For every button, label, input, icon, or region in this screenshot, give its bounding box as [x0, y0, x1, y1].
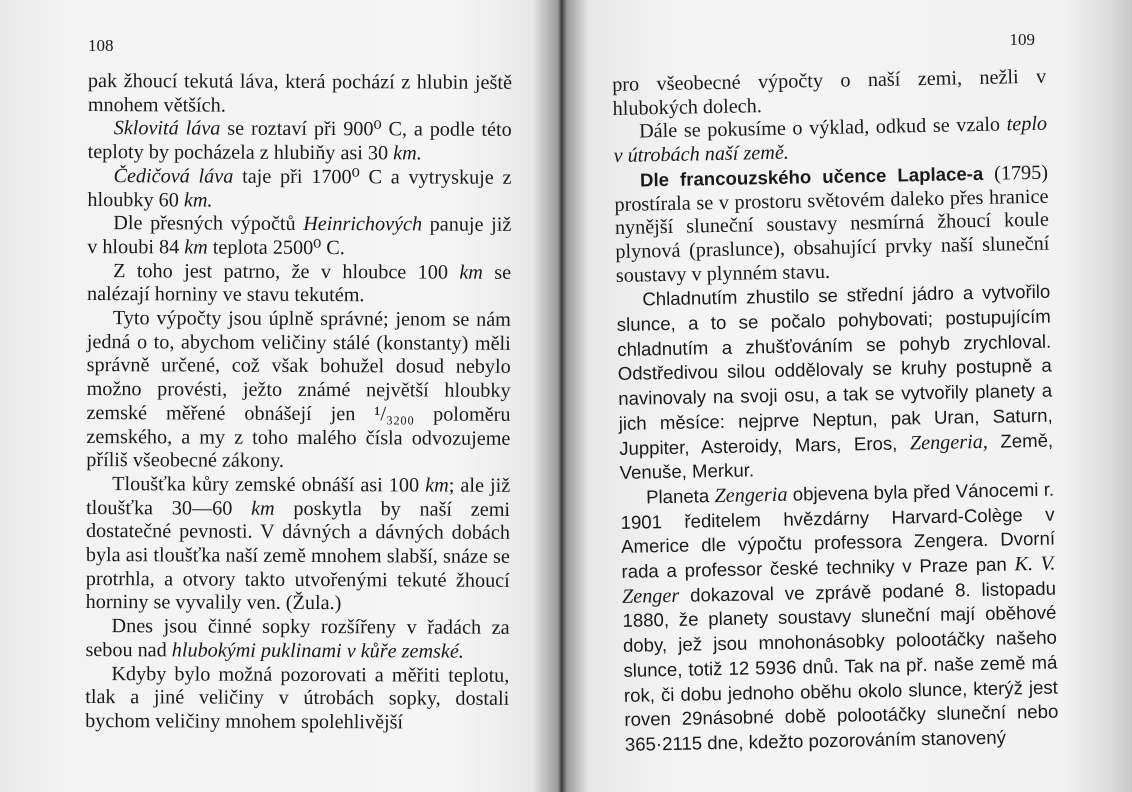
paragraph: [613, 113, 1048, 169]
text-run: Chladnutím zhustilo se střední jádro a vytvořilo slunce, a to se počalo pohybovati; postupujícím chladnutím a zhušťováním se pohyb zrychloval. Odstředivou silou oddělovaly se kruhy postupně a navinovaly na svoji osu, a tak se vytvořily planety a jich měsíce: nejprve Neptun, pak Uran, Saturn, Juppiter, Asteroidy, Mars, Eros,: [616, 280, 1053, 459]
paragraph: [88, 70, 512, 119]
text-run: Sklovitá láva: [113, 117, 221, 140]
text-run: Tyto výpočty jsou úplně správné; jenom se nám jedná o to, abychom veličiny stálé (konstanty) měli správně určené, což však bohužel dosud nebylo možno provésti, ježto známé největší hloubky zemské měřené obnášejí jen ¹/₃₂₀₀ poloměru zemského, a my z toho malého čísla odvozujeme příliš všeobecné zákony.: [86, 307, 511, 473]
text-run: pak žhoucí tekutá láva, která pochází z hlubin ještě mnohem větších.: [87, 70, 512, 117]
page-number: 109: [1009, 30, 1035, 49]
paragraph: [620, 478, 1059, 758]
paragraph: [86, 473, 511, 617]
text-run: Heinrichových: [303, 213, 423, 236]
paragraph: [87, 165, 511, 214]
text-run: km: [459, 261, 483, 284]
left-page: [0, 0, 560, 792]
text-run: teplo v útrobách naší země.: [613, 113, 1048, 168]
text-run: (1795) prostírala se v prostoru světovém daleko přes hranice nynější sluneční soustavy nesmírná žhoucí koule plynová (praslunce), obsahující prvky naší sluneční soustavy v plynném stavu.: [614, 161, 1050, 287]
text-run: Země, Venuše, Merkur.: [619, 429, 1054, 484]
text-run: ; ale již tloušťka 30—60: [86, 474, 511, 520]
paragraph: [85, 663, 509, 736]
text-run: km.: [393, 142, 422, 165]
page-text: [612, 66, 1059, 758]
text-run: Zengeria: [714, 483, 788, 508]
text-run: se roztaví při 900⁰ C, a podle této teploty by pocházela z hlubiňy asi 30: [87, 117, 512, 165]
text-run: Zengeria,: [909, 430, 989, 454]
text-run: Dle přesných výpočtů: [113, 212, 304, 236]
text-run: K. V. Zenger: [621, 552, 1056, 608]
text-run: Dle francouzského učence Laplace-a: [639, 162, 984, 191]
text-run: poskytla by naší zemi dostatečné pevnosti. V dávných a dávných dobách byla asi tloušťka naší země mnohem slabší, snáze se protrhla, a otvory takto utvořenými tekuté žhoucí horniny se vyvalily ven. (Žula.): [85, 497, 511, 615]
text-run: hlubokými puklinami v kůře zemské.: [171, 639, 464, 663]
text-run: Dále se pokusíme o výklad, odkud se vzalo: [638, 113, 1007, 143]
paragraph: [87, 212, 511, 261]
text-run: km.: [183, 188, 213, 212]
text-run: Kdyby bylo možná pozorovati a měřiti teplotu, tlak a jiné veličiny v útrobách sopky, dostali bychom veličiny mnohem spolehlivější: [85, 662, 510, 734]
text-run: se nalézají horniny ve stavu tekutém.: [86, 261, 512, 307]
text-run: objevena byla před Vánocemi r. 1901 ředitelem hvězdárny Harvard-Colège v Americe dle výpočtu professora Zengera. Dvorní rada a professor české techniky v Praze pan: [620, 478, 1056, 582]
text-run: Z toho jest patrno, že v hloubce 100: [113, 259, 460, 284]
text-run: km: [251, 497, 275, 520]
text-run: km: [425, 474, 449, 497]
text-run: Dnes jsou činné sopky rozšířeny v řadách za sebou nad: [85, 615, 510, 662]
paragraph: [86, 307, 511, 475]
paragraph: [87, 260, 511, 309]
text-run: taje při 1700⁰ C a vytryskuje z hloubky 60: [87, 165, 512, 211]
page-number: 108: [88, 36, 114, 55]
text-run: km: [184, 236, 208, 259]
paragraph: [88, 117, 512, 166]
paragraph: [612, 66, 1047, 122]
text-run: dokazoval ve zprávě podané 8. listopadu 1880, že planety soustavy sluneční mají oběhové doby, jež jsou mnohonásobky polootáčky našeho slunce, totiž 12 5936 dnů. Tak na př. naše země má rok, či dobu jednoho oběhu okolo slunce, kterýž jest roven 29násobné době polootáčky sluneční nebo 365·2115 dne, kdežto pozorováním stanovený: [622, 577, 1059, 755]
text-run: pro všeobecné výpočty o naší zemi, nežli v hlubokých dolech.: [612, 65, 1047, 120]
text-run: teplota 2500⁰ C.: [207, 236, 345, 260]
text-run: Čedičová láva: [113, 164, 234, 188]
text-run: panuje již v hloubi 84: [87, 213, 512, 259]
text-run: Tloušťka kůry zemské obnáší asi 100: [112, 473, 426, 497]
paragraph: [85, 615, 509, 664]
text-run: Planeta: [645, 485, 715, 508]
right-page: [566, 0, 1132, 792]
paragraph: [614, 160, 1050, 288]
paragraph: [616, 280, 1054, 486]
page-text: [85, 70, 512, 736]
